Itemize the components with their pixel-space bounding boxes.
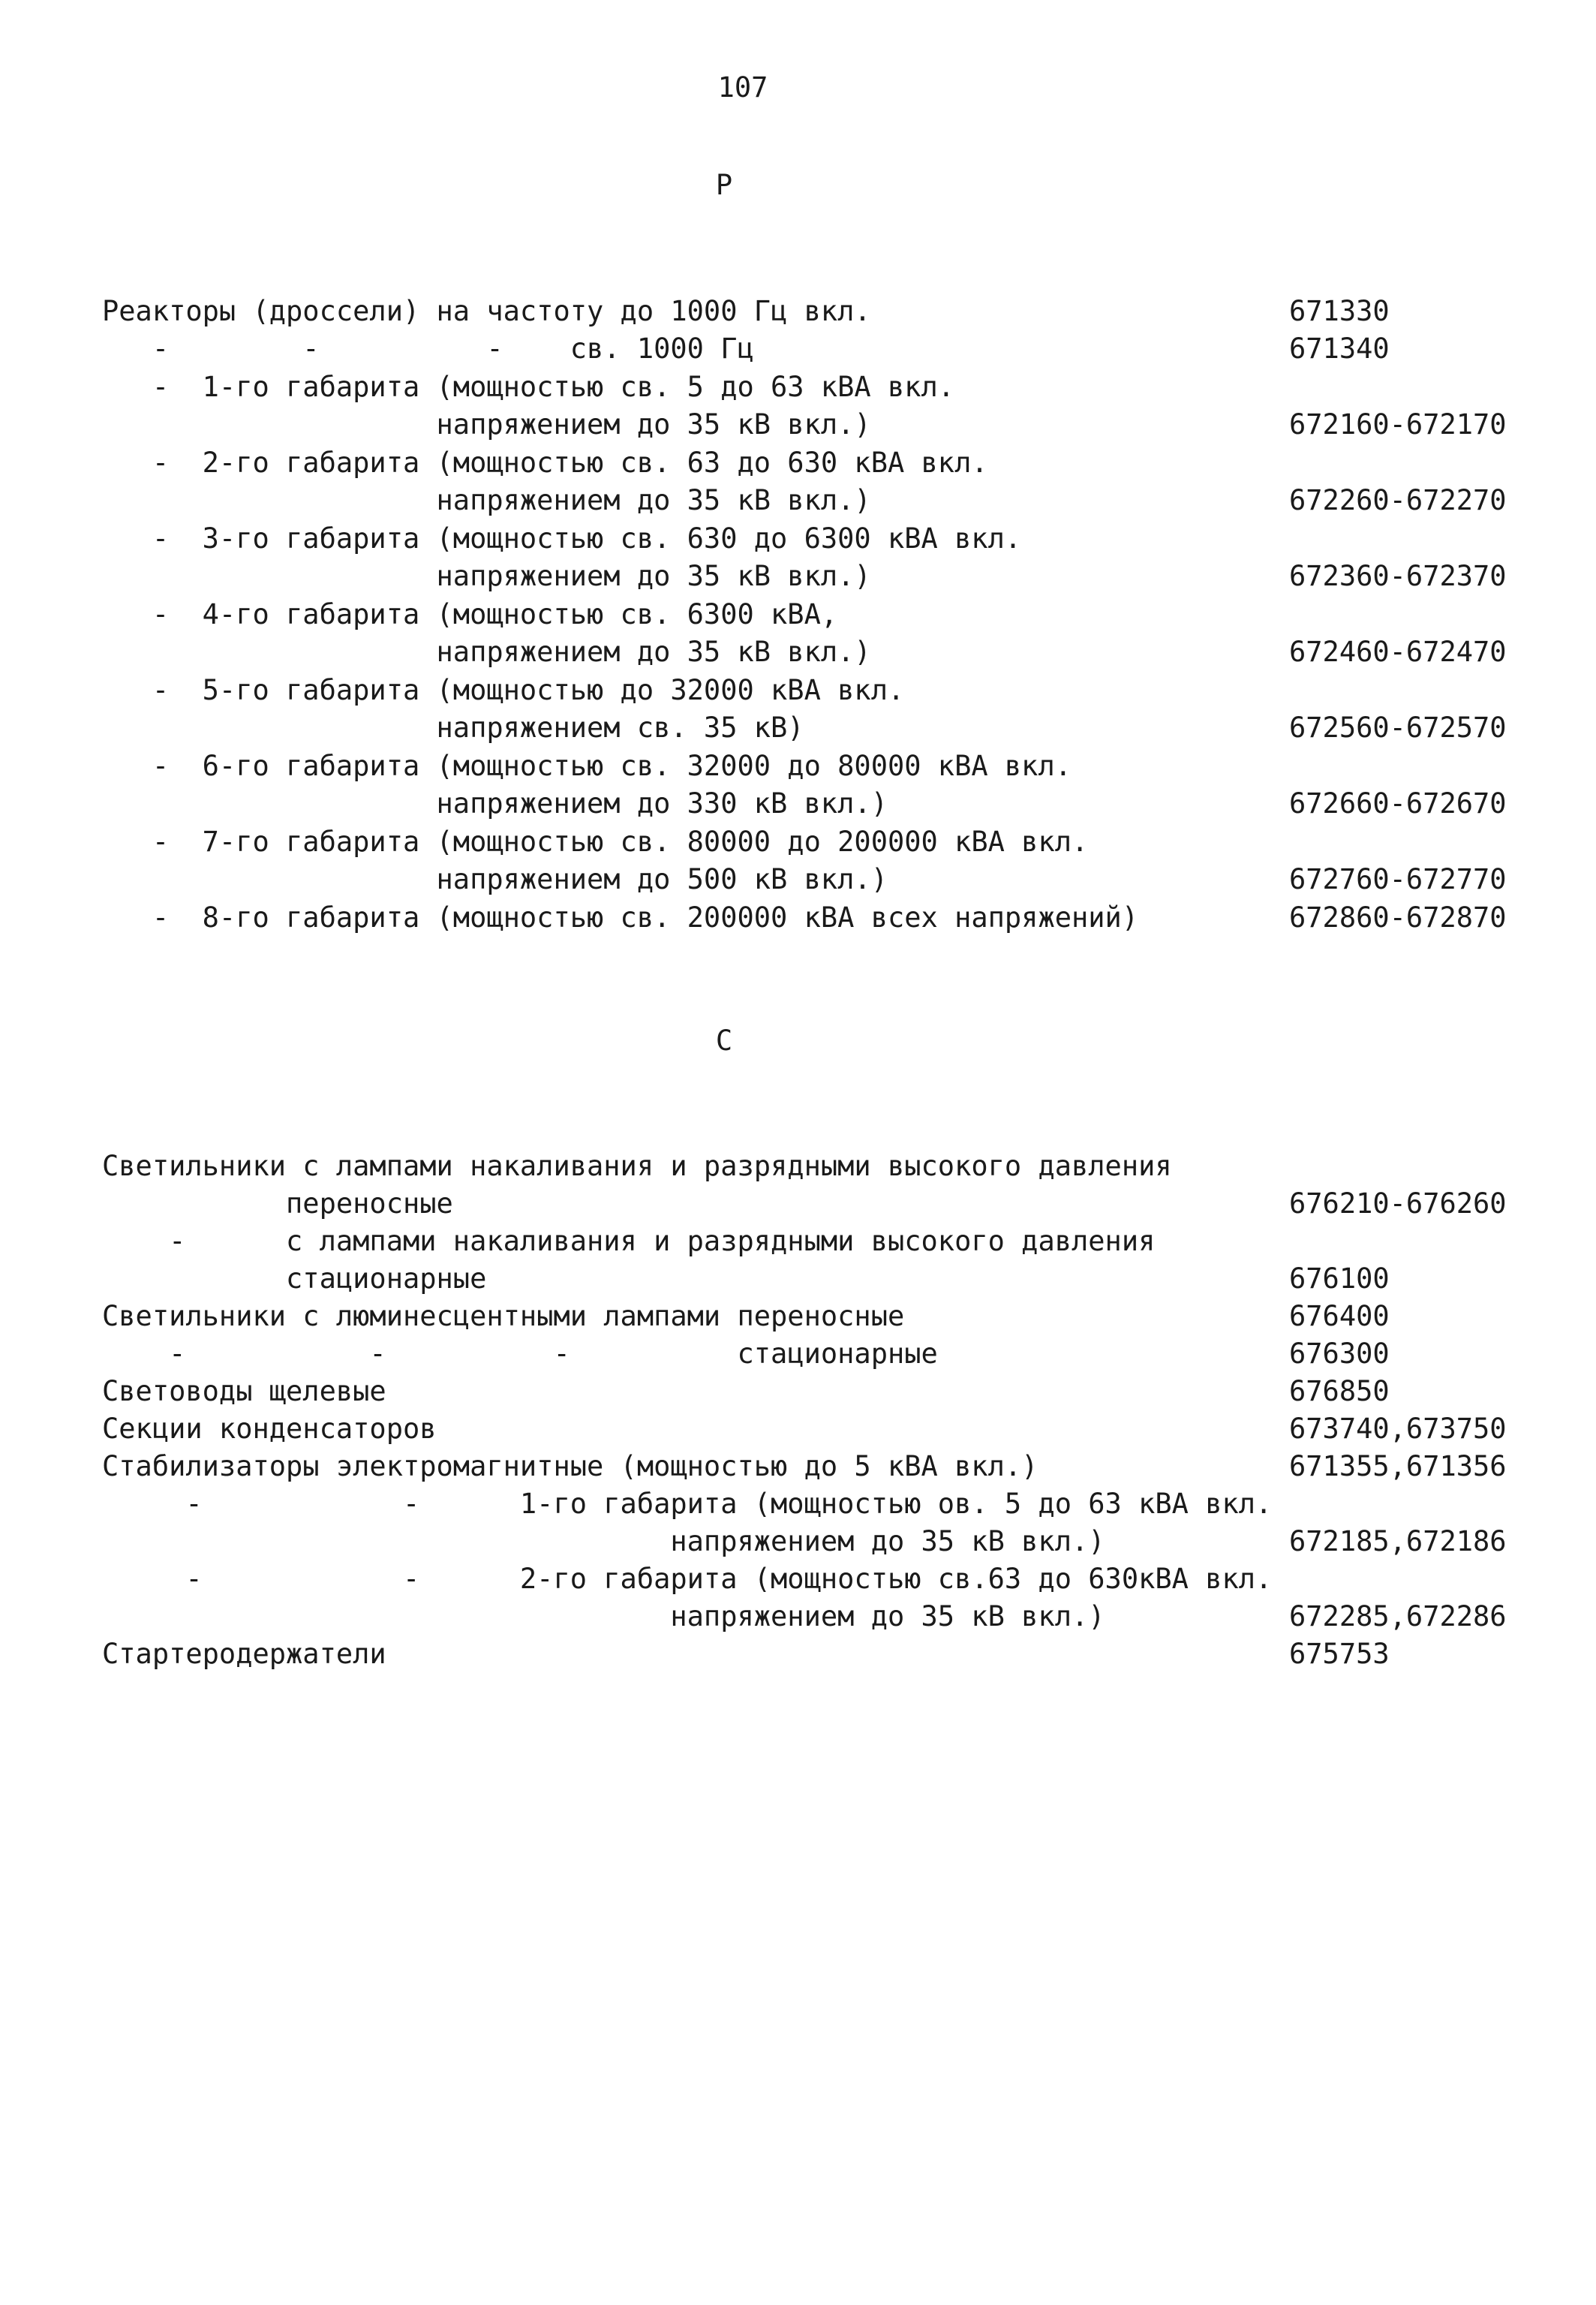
section-letter-s: С: [715, 1025, 733, 1057]
item-text: напряжением до 500 кВ вкл.): [102, 863, 888, 895]
item-code: 676100: [1289, 1262, 1390, 1295]
section-letter-r: Р: [715, 169, 733, 201]
item-code: 672360-672370: [1289, 560, 1507, 592]
item-code: 671330: [1289, 295, 1390, 327]
item-text: - - - св. 1000 Гц: [102, 333, 754, 365]
item-text: напряжением до 35 кВ вкл.): [102, 636, 871, 668]
item-code: 676850: [1289, 1375, 1390, 1407]
item-code: 676400: [1289, 1300, 1390, 1332]
item-text: - 3-го габарита (мощностью св. 630 до 6300 кВА вкл.: [102, 522, 1022, 555]
item-text: напряжением до 35 кВ вкл.): [102, 1600, 1105, 1632]
item-text: переносные: [102, 1187, 453, 1220]
item-text: - 5-го габарита (мощностью до 32000 кВА вкл.: [102, 674, 905, 706]
item-code: 672660-672670: [1289, 787, 1507, 820]
item-code: 672285,672286: [1289, 1600, 1507, 1632]
item-code: 672185,672186: [1289, 1525, 1507, 1557]
item-text: - 8-го габарита (мощностью св. 200000 кВА всех напряжений): [102, 901, 1139, 934]
item-text: Светильники с лампами накаливания и разрядными высокого давления: [102, 1150, 1172, 1182]
item-code: 676210-676260: [1289, 1187, 1507, 1220]
item-code: 672560-672570: [1289, 712, 1507, 744]
item-code: 675753: [1289, 1638, 1390, 1670]
item-text: Светильники с люминесцентными лампами переносные: [102, 1300, 905, 1332]
item-text: Реакторы (дроссели) на частоту до 1000 Гц вкл.: [102, 295, 871, 327]
page-number: 107: [717, 71, 768, 104]
item-code: 676300: [1289, 1338, 1390, 1370]
item-text: - 4-го габарита (мощностью св. 6300 кВА,: [102, 598, 838, 630]
item-text: Стартеродержатели: [102, 1638, 386, 1670]
item-text: Секции конденсаторов: [102, 1413, 437, 1445]
item-code: 671340: [1289, 333, 1390, 365]
item-text: - 1-го габарита (мощностью св. 5 до 63 кВА вкл.: [102, 371, 955, 403]
item-text: напряжением до 35 кВ вкл.): [102, 1525, 1105, 1557]
item-text: напряжением св. 35 кВ): [102, 712, 804, 744]
item-code: 672460-672470: [1289, 636, 1507, 668]
item-code: 673740,673750: [1289, 1413, 1507, 1445]
item-text: - с лампами накаливания и разрядными высокого давления: [102, 1225, 1156, 1257]
item-text: - - - стационарные: [102, 1338, 938, 1370]
item-text: - - 2-го габарита (мощностью св.63 до 630кВА вкл.: [102, 1563, 1273, 1595]
item-text: напряжением до 35 кВ вкл.): [102, 560, 871, 592]
item-text: напряжением до 35 кВ вкл.): [102, 484, 871, 516]
item-text: напряжением до 330 кВ вкл.): [102, 787, 888, 820]
item-text: Световоды щелевые: [102, 1375, 386, 1407]
item-text: - 7-го габарита (мощностью св. 80000 до 200000 кВА вкл.: [102, 826, 1089, 858]
item-code: 672160-672170: [1289, 408, 1507, 441]
item-text: - - 1-го габарита (мощностью ов. 5 до 63 кВА вкл.: [102, 1488, 1273, 1520]
item-text: - 6-го габарита (мощностью св. 32000 до 80000 кВА вкл.: [102, 750, 1072, 782]
item-text: напряжением до 35 кВ вкл.): [102, 408, 871, 441]
item-code: 672260-672270: [1289, 484, 1507, 516]
item-code: 672860-672870: [1289, 901, 1507, 934]
item-text: - 2-го габарита (мощностью св. 63 до 630 кВА вкл.: [102, 447, 988, 479]
item-code: 672760-672770: [1289, 863, 1507, 895]
item-code: 671355,671356: [1289, 1450, 1507, 1482]
item-text: стационарные: [102, 1262, 487, 1295]
item-text: Стабилизаторы электромагнитные (мощностью до 5 кВА вкл.): [102, 1450, 1038, 1482]
